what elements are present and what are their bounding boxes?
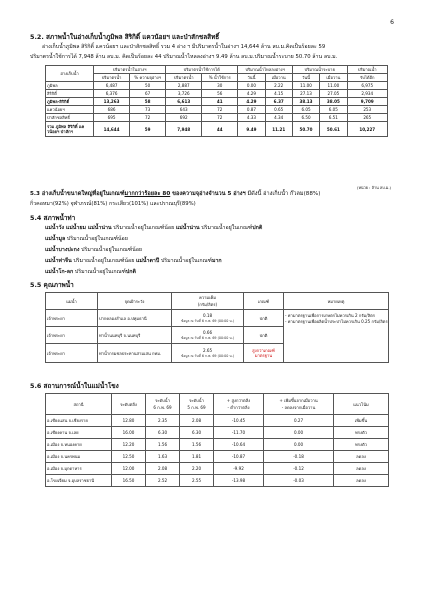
mk-th-level1-b: 6 ก.พ. 69 [153, 405, 172, 410]
river-mun: แม่น้ำมูล [45, 236, 66, 242]
reservoir-cell-oy: 27.05 [320, 90, 347, 98]
s53-heading-b: มากกว่าร้อยละ 80 [124, 191, 171, 197]
mekong-cell-c: -0.18 [264, 451, 334, 463]
mekong-cell-a: 1.56 [146, 439, 180, 451]
reservoir-cell-oy: 50.61 [320, 122, 347, 137]
mk-th-level2-a: ระดับน้ำ [189, 398, 204, 403]
section-5-3-line2: กิ่วคอหมา(92%) จุฬาภรณ์(81%) กระเสียว(101%) และปราณบุรี(89%) [30, 201, 196, 207]
mekong-cell-c: 0.00 [264, 439, 334, 451]
wq-value-date: ข้อมูล ณ วันที่ 6 ก.พ. 69 (00:00 น.) [180, 318, 235, 323]
river-line1-status: ปกติ [252, 225, 263, 231]
reservoir-table [45, 65, 388, 137]
river-line4-text2: ปริมาณน้ำอยู่ในเกณฑ์ [159, 258, 212, 264]
wq-criteria-alert: สูงกว่าเกณฑ์มาตรฐาน [244, 344, 284, 363]
river-line-3 [45, 246, 142, 256]
table-row [46, 114, 388, 122]
wq-remark-2: - ค่ามาตรฐานเพื่อผลิตน้ำประปาไม่ควรเกิน 0.25 กรัม/ลิตร [285, 319, 388, 324]
reservoir-cell-up: 44 [202, 122, 238, 137]
th-sub-cumulative: เมื่อวาน [265, 74, 292, 82]
wq-value-number: 2.65 [202, 347, 213, 353]
table-row [46, 439, 389, 451]
reservoir-cell-iy: 2.22 [265, 82, 292, 90]
mekong-cell-t: ทรงตัว [334, 439, 389, 451]
th-inflow: ปริมาณน้ำไหลลงอ่างฯ [238, 66, 293, 74]
reservoir-cell-v: 14,644 [94, 122, 130, 137]
reservoir-cell-iy: 6.37 [265, 98, 292, 106]
wq-river: เจ้าพระยา [46, 327, 98, 344]
wq-th-remark: หมายเหตุ [284, 293, 389, 310]
table-row [46, 82, 388, 90]
reservoir-cell-c: 10,227 [347, 122, 388, 137]
reservoir-cell-v: 13,263 [94, 98, 130, 106]
mekong-table-body [46, 415, 389, 487]
reservoir-cell-c: 2,934 [347, 90, 388, 98]
mekong-cell-y: 1.56 [180, 439, 214, 451]
th-capacity2: รับได้อีก [347, 74, 388, 82]
s53-heading-d: มีดังนี้ อ่างเก็บน้ำ ก๊วลม(88%) [245, 191, 321, 197]
mekong-cell-y: 6.30 [180, 427, 214, 439]
mekong-cell-t: ลดลง [334, 451, 389, 463]
reservoir-cell-oy: 6.05 [320, 106, 347, 114]
mekong-cell-c: -0.03 [264, 475, 334, 487]
th-capacity: ปริมาณน้ำ [347, 66, 388, 74]
mk-th-level1 [146, 394, 180, 415]
reservoir-cell-i: 0.87 [238, 106, 265, 114]
river-nan-1: แม่น้ำน่าน [86, 225, 112, 231]
wq-criteria: ปกติ [244, 310, 284, 327]
reservoir-cell-u: 6,613 [166, 98, 202, 106]
river-line3-text: ปริมาณน้ำอยู่ในเกณฑ์น้อย [79, 247, 143, 253]
wq-river: เจ้าพระยา [46, 310, 98, 327]
mk-th-level1-a: ระดับน้ำ [155, 398, 170, 403]
river-line5-text: ปริมาณน้ำอยู่ในเกณฑ์ [73, 269, 126, 275]
wq-value [172, 344, 244, 363]
mekong-cell-b: 12.00 [112, 463, 146, 475]
reservoir-cell-iy: 4.34 [265, 114, 292, 122]
reservoir-cell-iy: 0.65 [265, 106, 292, 114]
wq-river: เจ้าพระยา [46, 344, 98, 363]
reservoir-cell-c: 265 [347, 114, 388, 122]
reservoir-name: รวม ภูมิพล สิริกิติ์ แควน้อยฯ ป่าสักฯ [46, 122, 94, 137]
mekong-cell-b: 16.00 [112, 427, 146, 439]
river-line2-text: ปริมาณน้ำอยู่ในเกณฑ์น้อย [65, 236, 128, 242]
wq-th-value-line1: ความเค็ม [199, 295, 216, 300]
reservoir-name: ภูมิพล-สิริกิติ์ [46, 98, 94, 106]
river-line-4 [45, 257, 222, 267]
table-row [46, 451, 389, 463]
reservoir-name: แควน้อยฯ [46, 106, 94, 114]
mekong-cell-d: -11.70 [214, 427, 264, 439]
river-kolok: แม่น้ำโก-ลก [45, 269, 74, 275]
mk-th-diff-a: + สูงกว่าตลิ่ง [226, 398, 251, 403]
reservoir-cell-c: 9,709 [347, 98, 388, 106]
reservoir-cell-p: 73 [130, 106, 166, 114]
s53-heading-a: 5.3 อ่างเก็บน้ำขนาดใหญ่ที่อยู่ในเกณฑ์ [30, 191, 125, 197]
reservoir-cell-v: 695 [94, 114, 130, 122]
th-sub-pct-usable: % น้ำใช้การ [202, 74, 238, 82]
table-row [46, 90, 388, 98]
mekong-cell-a: 1.63 [146, 451, 180, 463]
river-line-2 [45, 235, 128, 245]
mekong-cell-d: -13.98 [214, 475, 264, 487]
reservoir-cell-up: 56 [202, 90, 238, 98]
mekong-cell-b: 16.50 [112, 475, 146, 487]
wq-th-river: แม่น้ำ [46, 293, 98, 310]
section-5-2-para2: ปริมาตรน้ำใช้การได้ 7,948 ล้าน ลบ.ม. คิดเป็นร้อยละ 44 ปริมาณน้ำไหลลงอ่างฯ 9.49 ล้าน ลบ.ม.ปริมาณน้ำระบาย 50.70 ล้าน ลบ.ม. [30, 54, 338, 60]
reservoir-name: ภูมิพล [46, 82, 94, 90]
river-tapi: แม่น้ำตาปี [135, 258, 160, 264]
mekong-cell-t: ลดลง [334, 475, 389, 487]
wq-th-value [172, 293, 244, 310]
mekong-cell-b: 12.20 [112, 439, 146, 451]
reservoir-name: สิริกิติ์ [46, 90, 94, 98]
mekong-cell-t: ลดลง [334, 463, 389, 475]
river-line1-text2: ปริมาณน้ำอยู่ในเกณฑ์ [199, 225, 253, 231]
wq-th-station: จุดเฝ้าระวัง [98, 293, 172, 310]
mekong-cell-d: -10.64 [214, 439, 264, 451]
reservoir-cell-c: 6,975 [347, 82, 388, 90]
river-line4-status: มาก [211, 258, 222, 264]
th-sub-yesterday: เมื่อวาน [320, 74, 347, 82]
mk-th-trend: แนวโน้ม [334, 394, 389, 415]
wq-value-number: 0.18 [202, 312, 213, 318]
wq-value-date: ข้อมูล ณ วันที่ 6 ก.พ. 69 (00:00 น.) [180, 335, 235, 340]
reservoir-cell-oy: 6.51 [320, 114, 347, 122]
reservoir-cell-v: 6,487 [94, 82, 130, 90]
reservoir-cell-o: 6.05 [292, 106, 319, 114]
table-row [46, 310, 389, 327]
reservoir-cell-i: 9.49 [238, 122, 265, 137]
section-5-5-heading: 5.5 คุณภาพน้ำ [30, 281, 74, 289]
reservoir-cell-p: 67 [130, 90, 166, 98]
mk-th-diff-b: - ต่ำกว่าตลิ่ง [227, 405, 250, 410]
reservoir-cell-p: 59 [130, 122, 166, 137]
s53-heading-c: ของความจุอ่างจำนวน 5 อ่างฯ [170, 191, 246, 197]
mekong-cell-t: เพิ่มขึ้น [334, 415, 389, 427]
mekong-station: อ.เชียงแสน จ.เชียงราย [46, 415, 112, 427]
mekong-cell-y: 2.08 [180, 415, 214, 427]
reservoir-table-body [46, 82, 388, 137]
reservoir-cell-up: 72 [202, 106, 238, 114]
reservoir-cell-i: 4.29 [238, 90, 265, 98]
reservoir-cell-o: 6.50 [292, 114, 319, 122]
reservoir-cell-i: 4.29 [238, 98, 265, 106]
reservoir-cell-v: 6,376 [94, 90, 130, 98]
mk-th-level2 [180, 394, 214, 415]
th-sub-today: วันนี้ [238, 74, 265, 82]
mekong-cell-t: ทรงตัว [334, 427, 389, 439]
mekong-table [45, 393, 389, 487]
mekong-cell-y: 2.20 [180, 463, 214, 475]
mekong-cell-a: 2.35 [146, 415, 180, 427]
wq-th-value-line2: (กรัม/ลิตร) [197, 302, 218, 307]
mekong-cell-y: 1.81 [180, 451, 214, 463]
table-row [46, 427, 389, 439]
reservoir-cell-up: 30 [202, 82, 238, 90]
river-bangpakong: แม่น้ำบางปะกง [45, 247, 80, 253]
reservoir-cell-iy: 11.21 [265, 122, 292, 137]
wq-value-date: ข้อมูล ณ วันที่ 6 ก.พ. 69 (00:00 น.) [180, 353, 235, 358]
th-usable: ปริมาตรน้ำใช้การได้ [166, 66, 238, 74]
th-sub-today2: วันนี้ [292, 74, 319, 82]
mk-th-bank: ระดับตลิ่ง [112, 394, 146, 415]
river-thachin: แม่น้ำท่าจีน [45, 258, 72, 264]
reservoir-cell-o: 27.13 [292, 90, 319, 98]
reservoir-cell-oy: 11.00 [320, 82, 347, 90]
section-5-6-heading: 5.6 สถานการณ์น้ำในแม่น้ำโขง [30, 382, 119, 390]
water-quality-table [45, 292, 389, 363]
mekong-cell-c: 0.27 [264, 415, 334, 427]
reservoir-cell-u: 2,887 [166, 82, 202, 90]
section-5-4-heading: 5.4 สภาพน้ำท่า [30, 214, 76, 222]
wq-criteria: ปกติ [244, 327, 284, 344]
table-row [46, 463, 389, 475]
mekong-cell-a: 2.52 [146, 475, 180, 487]
river-yom: แม่น้ำยม [64, 225, 87, 231]
mekong-station: อ.เมือง จ.นครพนม [46, 451, 112, 463]
reservoir-cell-o: 38.13 [292, 98, 319, 106]
wq-station: ปากคลองสำแล อ.ปทุมธานี [98, 310, 172, 327]
th-sub-volume2: ปริมาตรน้ำ [166, 74, 202, 82]
table-unit-note: (หน่วย : ล้าน ลบ.ม.) [357, 185, 392, 190]
reservoir-cell-u: 3,726 [166, 90, 202, 98]
wq-remarks [284, 310, 389, 363]
mekong-cell-b: 12.80 [112, 415, 146, 427]
wq-remark-1: - ค่ามาตรฐานเพื่อการเกษตรไม่ควรเกิน 2 กรัม/ลิตร [285, 313, 375, 318]
mekong-cell-c: -0.12 [264, 463, 334, 475]
wq-th-criteria: เกณฑ์ [244, 293, 284, 310]
reservoir-cell-p: 72 [130, 114, 166, 122]
river-line-1 [45, 224, 262, 234]
reservoir-cell-o: 11.00 [292, 82, 319, 90]
table-row [46, 122, 388, 137]
mekong-cell-b: 12.50 [112, 451, 146, 463]
mekong-cell-c: 0.00 [264, 427, 334, 439]
th-sub-volume: ปริมาตรน้ำ [94, 74, 130, 82]
mekong-station: อ.เชียงคาน จ.เลย [46, 427, 112, 439]
river-wang: แม่น้ำวัง [45, 225, 65, 231]
th-reservoir: อ่างเก็บน้ำ [46, 66, 94, 82]
th-sub-pct-cap: % ความจุอ่างฯ [130, 74, 166, 82]
river-line5-status: ปกติ [125, 269, 136, 275]
reservoir-cell-v: 686 [94, 106, 130, 114]
reservoir-cell-i: 4.33 [238, 114, 265, 122]
th-outflow: ปริมาณน้ำระบาย [292, 66, 347, 74]
mekong-station: อ.เมือง จ.มุกดาหาร [46, 463, 112, 475]
table-row [46, 415, 389, 427]
reservoir-cell-p: 58 [130, 98, 166, 106]
mk-th-station: สถานี [46, 394, 112, 415]
wq-station: ท่าน้ำนนทบุรี จ.นนทบุรี [98, 327, 172, 344]
reservoir-cell-u: 7,948 [166, 122, 202, 137]
mekong-cell-d: -10.87 [214, 451, 264, 463]
mekong-cell-a: 6.30 [146, 427, 180, 439]
wq-value [172, 310, 244, 327]
reservoir-cell-oy: 38.05 [320, 98, 347, 106]
table-row [46, 106, 388, 114]
wq-value-number: 0.66 [202, 329, 213, 335]
section-5-2-heading: 5.2. สภาพน้ำในอ่างเก็บน้ำภูมิพล สิริกิติ์ แควน้อยฯ และป่าสักชลสิทธิ์ [30, 33, 220, 41]
mk-th-level2-b: 5 ก.พ. 69 [187, 405, 206, 410]
reservoir-cell-c: 253 [347, 106, 388, 114]
river-line-5 [45, 268, 136, 278]
section-5-3-heading [30, 190, 320, 200]
mekong-cell-d: -10.45 [214, 415, 264, 427]
mekong-cell-d: -9.92 [214, 463, 264, 475]
table-row [46, 98, 388, 106]
wq-value [172, 327, 244, 344]
mekong-cell-a: 2.08 [146, 463, 180, 475]
reservoir-cell-p: 50 [130, 82, 166, 90]
reservoir-cell-i: 0.00 [238, 82, 265, 90]
reservoir-cell-u: 643 [166, 106, 202, 114]
reservoir-cell-up: 72 [202, 114, 238, 122]
river-nan-2: แม่น้ำน่าน [175, 225, 200, 231]
reservoir-cell-o: 50.70 [292, 122, 319, 137]
reservoir-cell-iy: 4.15 [265, 90, 292, 98]
river-line1-text: ปริมาณน้ำอยู่ในเกณฑ์น้อย [111, 225, 176, 231]
wq-station: ท่าน้ำกรมชลประทานสามเสน กทม. [98, 344, 172, 363]
reservoir-name: ป่าสักชลสิทธิ์ [46, 114, 94, 122]
reservoir-cell-up: 41 [202, 98, 238, 106]
th-storage: ปริมาตรน้ำในอ่างฯ [94, 66, 166, 74]
reservoir-cell-u: 692 [166, 114, 202, 122]
mk-th-change [264, 394, 334, 415]
mk-th-change-a: + เพิ่มขึ้นจากเมื่อวาน [279, 398, 318, 403]
mekong-cell-y: 2.55 [180, 475, 214, 487]
mekong-station: อ.เมือง จ.หนองคาย [46, 439, 112, 451]
river-line4-text: ปริมาณน้ำอยู่ในเกณฑ์น้อย [71, 258, 136, 264]
mk-th-diff [214, 394, 264, 415]
section-5-2-para1: อ่างเก็บน้ำภูมิพล สิริกิติ์ แควน้อยฯ และป่าสักชลสิทธิ์ รวม 4 อ่าง ฯ มีปริมาตรน้ำในอ่างฯ 14,644 ล้าน ลบ.ม.คิดเป็นร้อยละ 59 [42, 44, 326, 50]
mk-th-change-b: - ลดลงจากเมื่อวาน [281, 405, 316, 410]
page-number: 6 [390, 19, 394, 26]
mekong-station: อ.โขงเจียม จ.อุบลราชธานี [46, 475, 112, 487]
table-row [46, 475, 389, 487]
